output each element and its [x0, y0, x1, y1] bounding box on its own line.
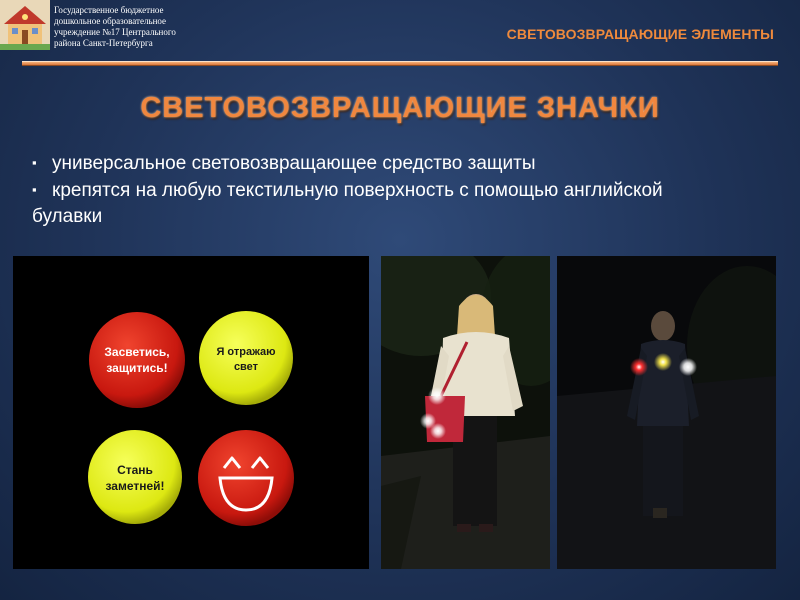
yellow-badge-line1: Я отражаю [216, 346, 276, 358]
section-title: СВЕТОВОЗВРАЩАЮЩИЕ ЭЛЕМЕНТЫ [506, 26, 774, 42]
reflector-glow-yellow [654, 353, 672, 371]
red-badge-line2: защитись! [106, 361, 168, 375]
kindergarten-building-logo-icon [0, 0, 50, 50]
man-night-photo [557, 256, 776, 569]
bullet-text: крепятся на любую текстильную поверхность с помощью английской булавки [32, 180, 663, 227]
smiley-face-icon [198, 430, 294, 526]
bullet-list [32, 150, 672, 230]
reflector-glow [428, 387, 446, 405]
red-badge-line1: Засветись, [104, 345, 170, 359]
yellow-badge [199, 311, 293, 405]
organization-name: Государственное бюджетное дошкольное образовательное учреждение №17 Центрального района Санкт-Петербурга [54, 5, 176, 48]
bullet-item [32, 150, 672, 177]
header-divider [22, 61, 778, 66]
red-badge [89, 312, 185, 408]
reflector-glow-white [679, 358, 697, 376]
yellow-badge-bottom [88, 430, 182, 524]
badges-photo [13, 256, 369, 569]
reflector-glow [430, 423, 446, 439]
reflector-glow-red [630, 358, 648, 376]
yellow-badge-bottom-line1: Стань [117, 463, 153, 477]
organization-logo [0, 0, 50, 50]
bullet-item [32, 177, 672, 230]
bullet-text: универсальное световозвращающее средство защиты [52, 153, 536, 174]
slide-title: СВЕТОВОЗВРАЩАЮЩИЕ ЗНАЧКИ [140, 92, 660, 124]
yellow-badge-line2: свет [233, 361, 259, 373]
yellow-badge-bottom-line2: заметней! [105, 479, 165, 493]
bullet-marker: ▪ [32, 182, 37, 197]
bullet-marker: ▪ [32, 155, 37, 170]
woman-night-photo [381, 256, 550, 569]
